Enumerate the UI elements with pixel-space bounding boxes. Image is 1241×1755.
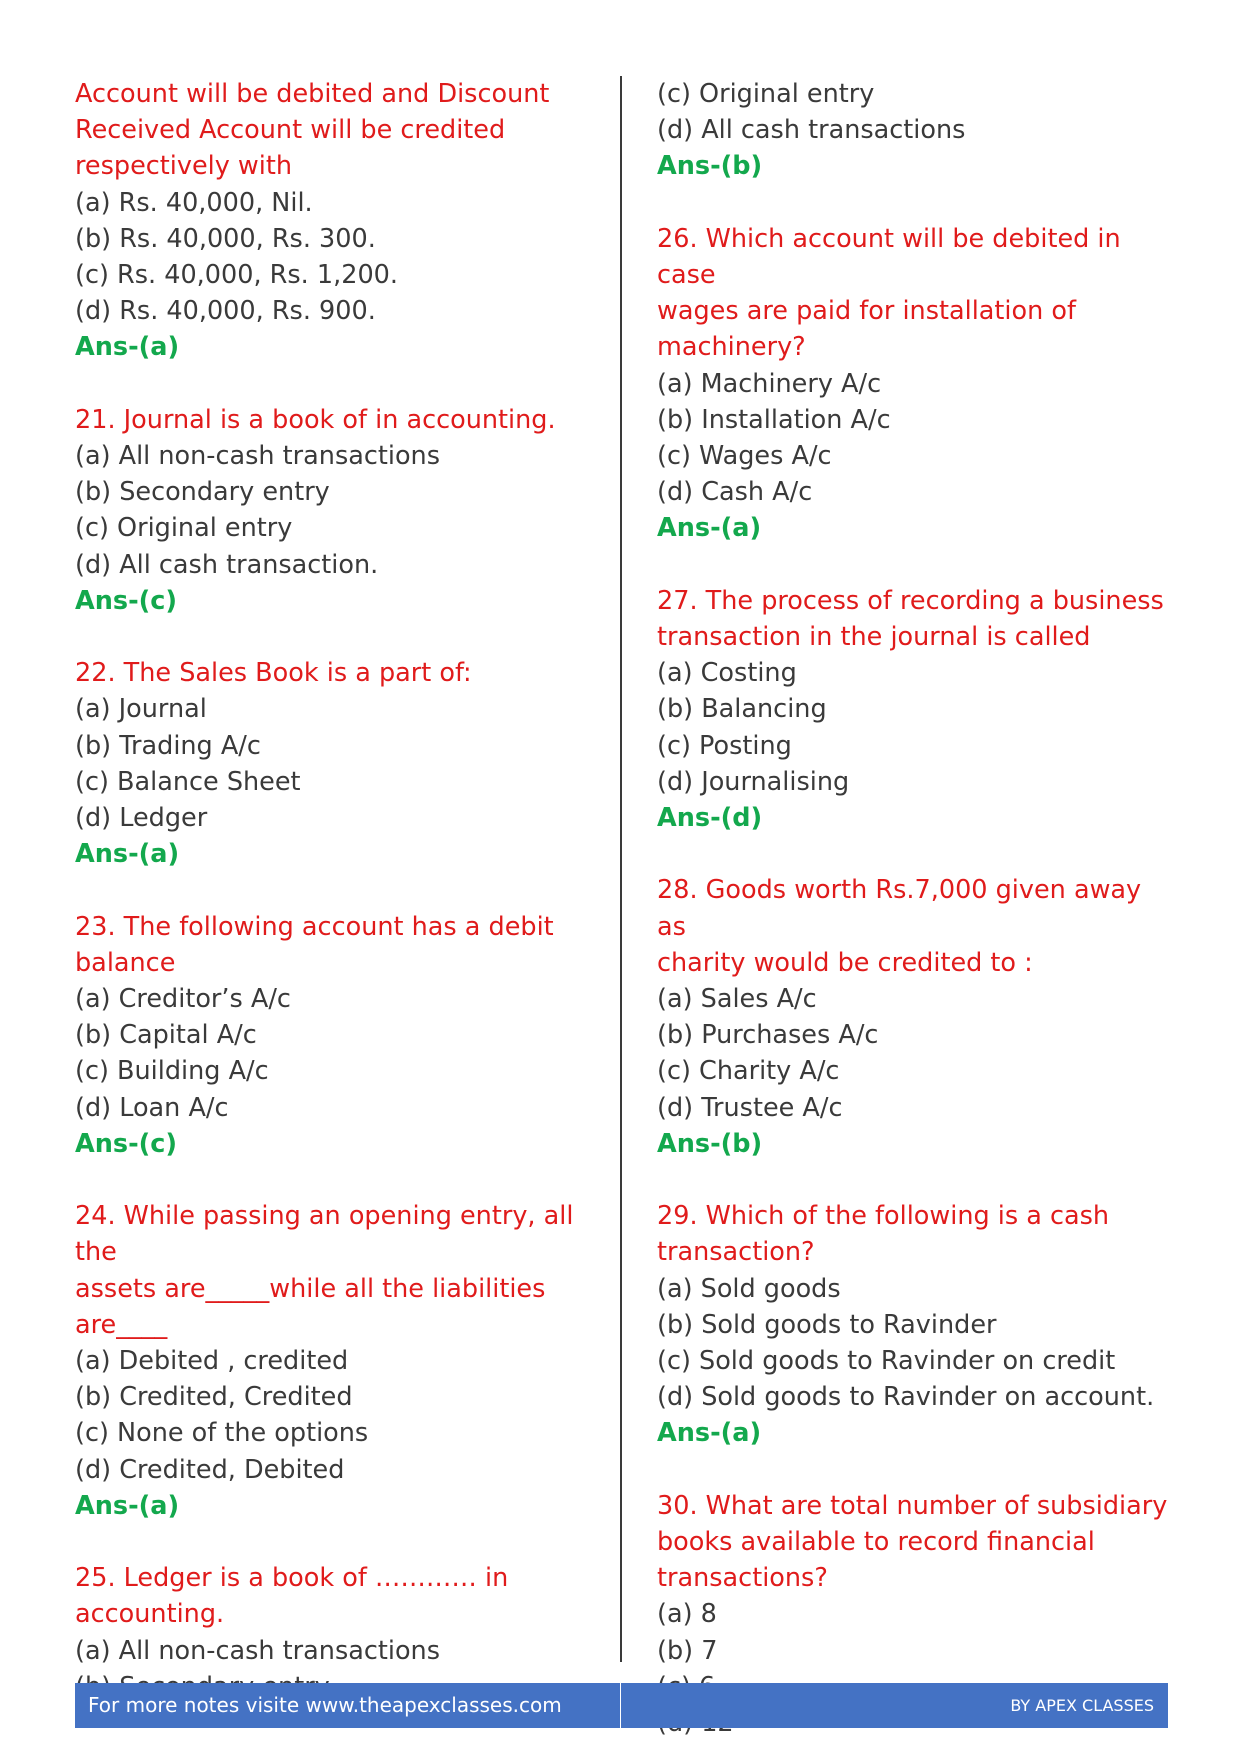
question-text: 30. What are total number of subsidiary [657,1490,1168,1521]
option-text: (d) All cash transactions [657,115,966,146]
question-text: 26. Which account will be debited in case [657,223,1121,290]
answer-text: Ans-(d) [657,803,763,834]
option-text: (a) 8 [657,1599,717,1630]
option-text: (b) 7 [657,1635,718,1666]
answer-text: Ans-(a) [75,1490,180,1521]
spacer [75,619,615,655]
spacer [657,1452,1177,1488]
question-text: are____ [75,1309,168,1340]
option-text: (a) Machinery A/c [657,368,882,399]
answer-text: Ans-(a) [75,332,180,363]
option-text: (b) Secondary entry [75,477,330,508]
answer-text: Ans-(c) [75,1128,178,1159]
answer-text: Ans-(a) [657,1418,762,1449]
answer-text: Ans-(c) [75,585,178,616]
right-column [657,76,1177,1741]
question-text: 25. Ledger is a book of ………… in [75,1563,509,1594]
option-text: (a) All non-cash transactions [75,441,441,472]
spacer [75,1524,615,1560]
option-text: (a) Sales A/c [657,984,817,1015]
option-text: (b) Balancing [657,694,827,725]
option-text: (b) Rs. 40,000, Rs. 300. [75,223,376,254]
question-text: 22. The Sales Book is a part of: [75,658,472,689]
option-text: (d) Journalising [657,766,850,797]
question-text: machinery? [657,332,806,363]
question-text: 24. While passing an opening entry, all the [75,1201,574,1268]
option-text: (c) Posting [657,730,792,761]
option-text: (c) Charity A/c [657,1056,840,1087]
option-text: (d) Sold goods to Ravinder on account. [657,1382,1155,1413]
spacer [657,1162,1177,1198]
option-text: (d) Ledger [75,803,208,834]
question-text: 28. Goods worth Rs.7,000 given away as [657,875,1142,942]
question-text: accounting. [75,1599,225,1630]
spacer [75,366,615,402]
footer-divider [620,1683,621,1728]
answer-text: Ans-(b) [657,1128,763,1159]
spacer [657,185,1177,221]
question-text: balance [75,947,176,978]
column-divider [620,76,622,1662]
question-text: Account will be debited and Discount [75,79,550,109]
option-text: (b) Installation A/c [657,404,891,435]
option-text: (b) Sold goods to Ravinder [657,1309,997,1340]
spacer [657,836,1177,872]
option-text: (d) All cash transaction. [75,549,379,580]
question-text: 29. Which of the following is a cash [657,1201,1110,1232]
question-text: 23. The following account has a debit [75,911,554,942]
option-text: (c) Wages A/c [657,441,832,472]
spacer [657,547,1177,583]
question-text: transactions? [657,1563,828,1594]
option-text: (d) Trustee A/c [657,1092,843,1123]
option-text: (a) Sold goods [657,1273,841,1304]
left-column [75,76,615,1705]
option-text: (c) Original entry [657,79,875,109]
option-text: (d) Cash A/c [657,477,813,508]
option-text: (a) Debited , credited [75,1346,349,1377]
option-text: (d) Credited, Debited [75,1454,345,1485]
option-text: (a) Costing [657,658,797,689]
question-text: Received Account will be credited [75,115,506,146]
option-text: (b) Trading A/c [75,730,261,761]
question-text: transaction in the journal is called [657,622,1091,653]
question-text: 21. Journal is a book of in accounting. [75,404,556,435]
option-text: (c) Building A/c [75,1056,269,1087]
option-text: (c) Balance Sheet [75,766,301,797]
option-text: (a) Creditor’s A/c [75,984,291,1015]
option-text: (a) All non-cash transactions [75,1635,441,1666]
question-text: wages are paid for installation of [657,296,1076,327]
answer-text: Ans-(b) [657,151,763,182]
answer-text: Ans-(a) [657,513,762,544]
option-text: (c) Original entry [75,513,293,544]
option-text: (b) Purchases A/c [657,1020,879,1051]
footer-brand: BY APEX CLASSES [1010,1696,1154,1715]
spacer [75,872,615,908]
page-footer [75,1683,1168,1728]
option-text: (d) Loan A/c [75,1092,229,1123]
question-text: charity would be credited to : [657,947,1033,978]
question-text: transaction? [657,1237,815,1268]
answer-text: Ans-(a) [75,839,180,870]
option-text: (c) Rs. 40,000, Rs. 1,200. [75,260,398,291]
question-text: 27. The process of recording a business [657,585,1164,616]
option-text: (b) Credited, Credited [75,1382,353,1413]
option-text: (b) Capital A/c [75,1020,257,1051]
spacer [75,1162,615,1198]
option-text: (a) Rs. 40,000, Nil. [75,187,313,218]
option-text: (c) Sold goods to Ravinder on credit [657,1346,1116,1377]
option-text: (a) Journal [75,694,207,725]
question-text: respectively with [75,151,293,182]
question-text: assets are_____while all the liabilities [75,1273,546,1304]
question-text: books available to record financial [657,1527,1095,1558]
footer-website-link[interactable]: For more notes visite www.theapexclasses.com [88,1693,562,1717]
option-text: (c) None of the options [75,1418,369,1449]
option-text: (d) Rs. 40,000, Rs. 900. [75,296,376,327]
